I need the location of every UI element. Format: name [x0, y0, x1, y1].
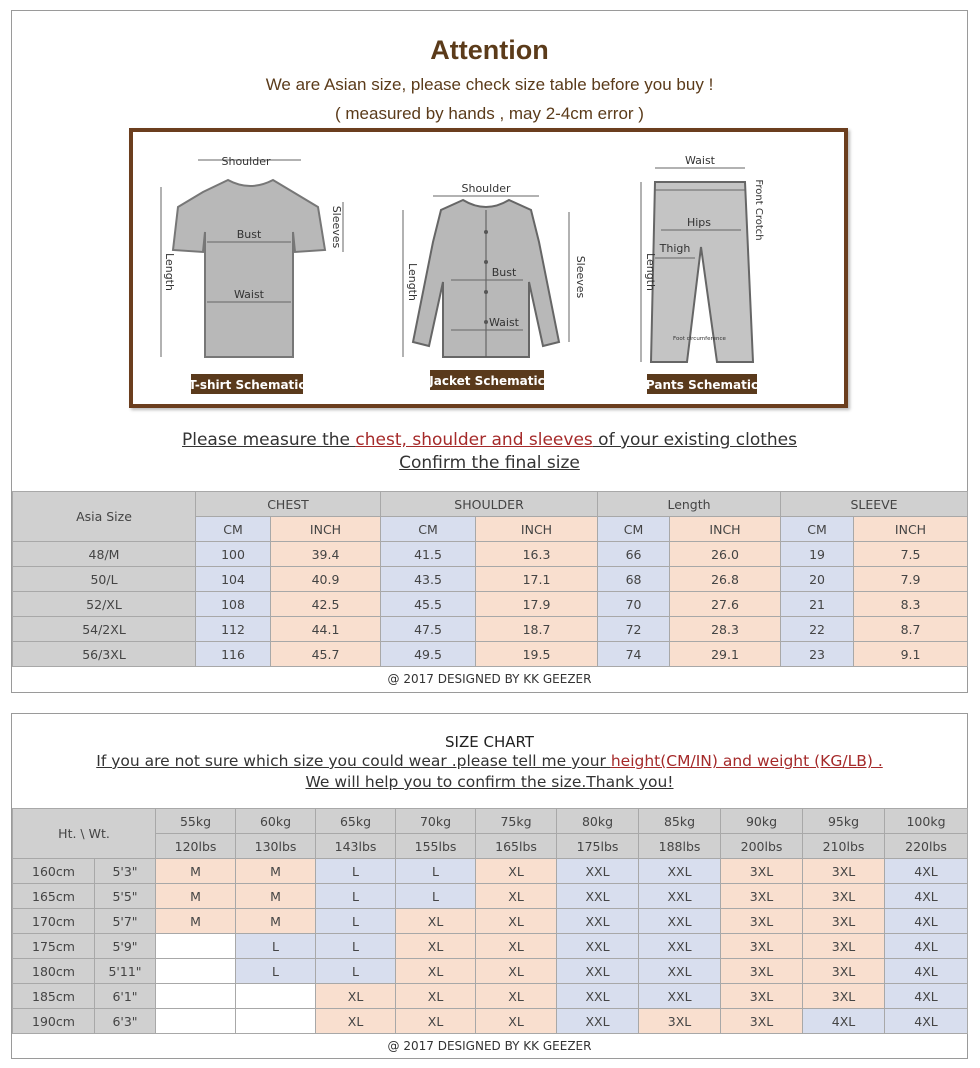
instruction-highlight: height(CM/IN) and weight (KG/LB) .	[610, 752, 883, 770]
chest-header: CHEST	[196, 492, 381, 517]
recommended-size-cell: 4XL	[885, 934, 968, 959]
thanks-text: We will help you to confirm the size.Thank you!	[305, 773, 674, 791]
recommended-size-cell: L	[396, 859, 476, 884]
recommended-size-cell	[156, 1009, 236, 1034]
recommended-size-cell: 3XL	[803, 984, 885, 1009]
inch-value: 7.5	[854, 542, 968, 567]
inch-value: 7.9	[854, 567, 968, 592]
cm-value: 108	[196, 592, 271, 617]
recommended-size-cell: XXL	[557, 859, 639, 884]
size-cell: 50/L	[13, 567, 196, 592]
cm-value: 21	[781, 592, 854, 617]
table-row	[13, 592, 968, 617]
weight-kg-header: 70kg	[396, 809, 476, 834]
recommended-size-cell: 4XL	[885, 984, 968, 1009]
recommended-size-cell: XXL	[639, 934, 721, 959]
recommended-size-cell: XL	[476, 959, 557, 984]
inch-value: 39.4	[271, 542, 381, 567]
weight-lbs-header: 210lbs	[803, 834, 885, 859]
recommended-size-cell: L	[316, 859, 396, 884]
weight-kg-header: 80kg	[557, 809, 639, 834]
size-chart-panel	[11, 713, 968, 1059]
schematics-frame	[129, 128, 848, 408]
cm-value: 41.5	[381, 542, 476, 567]
weight-kg-header: 55kg	[156, 809, 236, 834]
unit-inch: INCH	[476, 517, 598, 542]
recommended-size-cell: 3XL	[721, 984, 803, 1009]
tshirt-waist-label: Waist	[233, 288, 265, 301]
recommended-size-cell: XL	[316, 1009, 396, 1034]
recommended-size-cell: 4XL	[885, 959, 968, 984]
table-row	[13, 934, 968, 959]
attention-panel	[11, 10, 968, 693]
table-row	[13, 542, 968, 567]
recommended-size-cell: 3XL	[803, 909, 885, 934]
size-chart-thanks	[12, 773, 967, 791]
cm-value: 43.5	[381, 567, 476, 592]
cm-value: 112	[196, 617, 271, 642]
inch-value: 8.3	[854, 592, 968, 617]
weight-lbs-header: 120lbs	[156, 834, 236, 859]
height-weight-size-table	[12, 808, 968, 1034]
recommended-size-cell: XXL	[557, 984, 639, 1009]
weight-lbs-header: 200lbs	[721, 834, 803, 859]
weight-lbs-header: 175lbs	[557, 834, 639, 859]
recommended-size-cell: L	[316, 934, 396, 959]
instruction-text: If you are not sure which size you could wear .please tell me your	[96, 752, 611, 770]
recommended-size-cell: 3XL	[721, 1009, 803, 1034]
jacket-caption: Jacket Schematic	[429, 374, 545, 388]
recommended-size-cell	[236, 1009, 316, 1034]
cm-value: 74	[598, 642, 670, 667]
inch-value: 17.9	[476, 592, 598, 617]
height-ft-cell: 5'9"	[95, 934, 156, 959]
inch-value: 29.1	[670, 642, 781, 667]
recommended-size-cell	[156, 959, 236, 984]
height-ft-cell: 5'5"	[95, 884, 156, 909]
tshirt-schematic	[161, 155, 343, 394]
size-chart-instruction	[12, 752, 967, 770]
inch-value: 19.5	[476, 642, 598, 667]
recommended-size-cell: L	[236, 959, 316, 984]
inch-value: 9.1	[854, 642, 968, 667]
cm-value: 72	[598, 617, 670, 642]
cm-value: 19	[781, 542, 854, 567]
weight-kg-header: 60kg	[236, 809, 316, 834]
table-row	[13, 617, 968, 642]
unit-inch: INCH	[271, 517, 381, 542]
recommended-size-cell: L	[396, 884, 476, 909]
tshirt-sleeves-label: Sleeves	[330, 205, 343, 249]
recommended-size-cell: 3XL	[721, 859, 803, 884]
cm-value: 45.5	[381, 592, 476, 617]
recommended-size-cell: XXL	[557, 909, 639, 934]
weight-lbs-header: 143lbs	[316, 834, 396, 859]
recommended-size-cell	[236, 984, 316, 1009]
recommended-size-cell: XL	[476, 1009, 557, 1034]
recommended-size-cell: 3XL	[721, 959, 803, 984]
weight-kg-header: 100kg	[885, 809, 968, 834]
recommended-size-cell: 4XL	[885, 884, 968, 909]
height-ft-cell: 6'1"	[95, 984, 156, 1009]
tshirt-shoulder-label: Shoulder	[221, 155, 271, 168]
recommended-size-cell: L	[236, 934, 316, 959]
designer-credit: @ 2017 DESIGNED BY KK GEEZER	[387, 672, 592, 686]
tshirt-bust-label: Bust	[236, 228, 262, 241]
recommended-size-cell: XXL	[639, 984, 721, 1009]
unit-inch: INCH	[854, 517, 968, 542]
height-cm-cell: 160cm	[13, 859, 95, 884]
recommended-size-cell: XXL	[639, 909, 721, 934]
inch-value: 44.1	[271, 617, 381, 642]
height-ft-cell: 5'3"	[95, 859, 156, 884]
pants-foot-label: Foot circumference	[673, 336, 726, 342]
unit-cm: CM	[196, 517, 271, 542]
height-cm-cell: 185cm	[13, 984, 95, 1009]
recommended-size-cell: 4XL	[885, 1009, 968, 1034]
weight-lbs-header: 130lbs	[236, 834, 316, 859]
cm-value: 47.5	[381, 617, 476, 642]
recommended-size-cell: XL	[396, 984, 476, 1009]
jacket-shoulder-label: Shoulder	[461, 182, 511, 195]
weight-kg-header: 90kg	[721, 809, 803, 834]
recommended-size-cell: XL	[476, 909, 557, 934]
recommended-size-cell: XL	[476, 859, 557, 884]
recommended-size-cell: XL	[476, 884, 557, 909]
recommended-size-cell: M	[236, 909, 316, 934]
weight-kg-header: 95kg	[803, 809, 885, 834]
pants-schematic	[641, 154, 764, 394]
recommended-size-cell: M	[156, 859, 236, 884]
jacket-waist-label: Waist	[488, 316, 520, 329]
inch-value: 45.7	[271, 642, 381, 667]
recommended-size-cell: XXL	[639, 859, 721, 884]
recommended-size-cell	[156, 984, 236, 1009]
inch-value: 27.6	[670, 592, 781, 617]
inch-value: 18.7	[476, 617, 598, 642]
size-cell: 52/XL	[13, 592, 196, 617]
recommended-size-cell: XXL	[639, 884, 721, 909]
height-cm-cell: 165cm	[13, 884, 95, 909]
cm-value: 104	[196, 567, 271, 592]
height-cm-cell: 175cm	[13, 934, 95, 959]
inch-value: 16.3	[476, 542, 598, 567]
table-row	[13, 909, 968, 934]
size-cell: 54/2XL	[13, 617, 196, 642]
jacket-bust-label: Bust	[491, 266, 517, 279]
recommended-size-cell: 3XL	[639, 1009, 721, 1034]
tshirt-caption: T-shirt Schematic	[188, 378, 306, 392]
unit-cm: CM	[781, 517, 854, 542]
weight-kg-header: 65kg	[316, 809, 396, 834]
inch-value: 40.9	[271, 567, 381, 592]
recommended-size-cell: 3XL	[721, 934, 803, 959]
weight-kg-header: 75kg	[476, 809, 557, 834]
size-measurement-table	[12, 491, 968, 667]
cm-value: 70	[598, 592, 670, 617]
table-row	[13, 859, 968, 884]
weight-lbs-header: 188lbs	[639, 834, 721, 859]
recommended-size-cell: 3XL	[803, 959, 885, 984]
sleeve-header: SLEEVE	[781, 492, 968, 517]
recommended-size-cell: L	[316, 959, 396, 984]
recommended-size-cell: XL	[316, 984, 396, 1009]
table-row	[13, 884, 968, 909]
inch-value: 28.3	[670, 617, 781, 642]
attention-title: Attention	[430, 35, 549, 65]
cm-value: 23	[781, 642, 854, 667]
weight-kg-header: 85kg	[639, 809, 721, 834]
unit-cm: CM	[381, 517, 476, 542]
measure-text-c: of your existing clothes	[592, 430, 797, 450]
weight-lbs-header: 220lbs	[885, 834, 968, 859]
unit-cm: CM	[598, 517, 670, 542]
jacket-schematic	[403, 182, 587, 390]
shoulder-header: SHOULDER	[381, 492, 598, 517]
recommended-size-cell: XL	[396, 959, 476, 984]
inch-value: 26.0	[670, 542, 781, 567]
table-row	[13, 984, 968, 1009]
recommended-size-cell: M	[236, 884, 316, 909]
pants-caption: Pants Schematic	[645, 378, 759, 392]
recommended-size-cell: XL	[396, 1009, 476, 1034]
recommended-size-cell: 3XL	[803, 859, 885, 884]
height-cm-cell: 180cm	[13, 959, 95, 984]
attention-note: ( measured by hands , may 2-4cm error )	[335, 104, 644, 123]
measure-text-highlight: chest, shoulder and sleeves	[355, 430, 593, 450]
cm-value: 22	[781, 617, 854, 642]
size-chart-title: SIZE CHART	[445, 733, 534, 751]
table-row	[13, 1009, 968, 1034]
table-row	[13, 959, 968, 984]
weight-lbs-header: 165lbs	[476, 834, 557, 859]
attention-subtitle: We are Asian size, please check size table before you buy !	[265, 75, 714, 94]
inch-value: 26.8	[670, 567, 781, 592]
recommended-size-cell: XXL	[639, 959, 721, 984]
pants-length-label: Length	[644, 253, 657, 291]
table-row	[13, 567, 968, 592]
recommended-size-cell: XL	[476, 934, 557, 959]
recommended-size-cell: XXL	[557, 1009, 639, 1034]
unit-inch: INCH	[670, 517, 781, 542]
height-ft-cell: 6'3"	[95, 1009, 156, 1034]
measure-instruction	[12, 430, 967, 450]
recommended-size-cell	[156, 934, 236, 959]
weight-lbs-header: 155lbs	[396, 834, 476, 859]
height-weight-corner: Ht. \ Wt.	[13, 809, 156, 859]
recommended-size-cell: XXL	[557, 884, 639, 909]
cm-value: 116	[196, 642, 271, 667]
asia-size-header: Asia Size	[13, 492, 196, 542]
designer-credit: @ 2017 DESIGNED BY KK GEEZER	[387, 1039, 592, 1053]
size-cell: 56/3XL	[13, 642, 196, 667]
length-header: Length	[598, 492, 781, 517]
confirm-text: Confirm the final size	[399, 453, 580, 473]
table-row	[13, 642, 968, 667]
recommended-size-cell: 4XL	[885, 909, 968, 934]
recommended-size-cell: XXL	[557, 934, 639, 959]
recommended-size-cell: 3XL	[803, 934, 885, 959]
recommended-size-cell: 3XL	[721, 909, 803, 934]
recommended-size-cell: 3XL	[721, 884, 803, 909]
pants-waist-label: Waist	[684, 154, 716, 167]
recommended-size-cell: M	[156, 884, 236, 909]
recommended-size-cell: XL	[396, 934, 476, 959]
cm-value: 100	[196, 542, 271, 567]
recommended-size-cell: XXL	[557, 959, 639, 984]
cm-value: 20	[781, 567, 854, 592]
pants-front-crotch-label: Front Crotch	[753, 179, 764, 241]
recommended-size-cell: XL	[476, 984, 557, 1009]
pants-thigh-label: Thigh	[659, 242, 691, 255]
recommended-size-cell: M	[156, 909, 236, 934]
height-cm-cell: 190cm	[13, 1009, 95, 1034]
jacket-length-label: Length	[406, 263, 419, 301]
tshirt-length-label: Length	[163, 253, 176, 291]
recommended-size-cell: 4XL	[803, 1009, 885, 1034]
inch-value: 42.5	[271, 592, 381, 617]
height-ft-cell: 5'11"	[95, 959, 156, 984]
cm-value: 68	[598, 567, 670, 592]
cm-value: 66	[598, 542, 670, 567]
inch-value: 17.1	[476, 567, 598, 592]
confirm-size-note	[12, 453, 967, 473]
recommended-size-cell: L	[316, 884, 396, 909]
pants-hips-label: Hips	[686, 216, 712, 229]
recommended-size-cell: 4XL	[885, 859, 968, 884]
measure-text-a: Please measure the	[182, 430, 356, 450]
height-ft-cell: 5'7"	[95, 909, 156, 934]
jacket-sleeves-label: Sleeves	[574, 255, 587, 299]
recommended-size-cell: XL	[396, 909, 476, 934]
size-cell: 48/M	[13, 542, 196, 567]
height-cm-cell: 170cm	[13, 909, 95, 934]
recommended-size-cell: L	[316, 909, 396, 934]
recommended-size-cell: M	[236, 859, 316, 884]
schematics-illustration	[133, 132, 844, 404]
cm-value: 49.5	[381, 642, 476, 667]
inch-value: 8.7	[854, 617, 968, 642]
recommended-size-cell: 3XL	[803, 884, 885, 909]
